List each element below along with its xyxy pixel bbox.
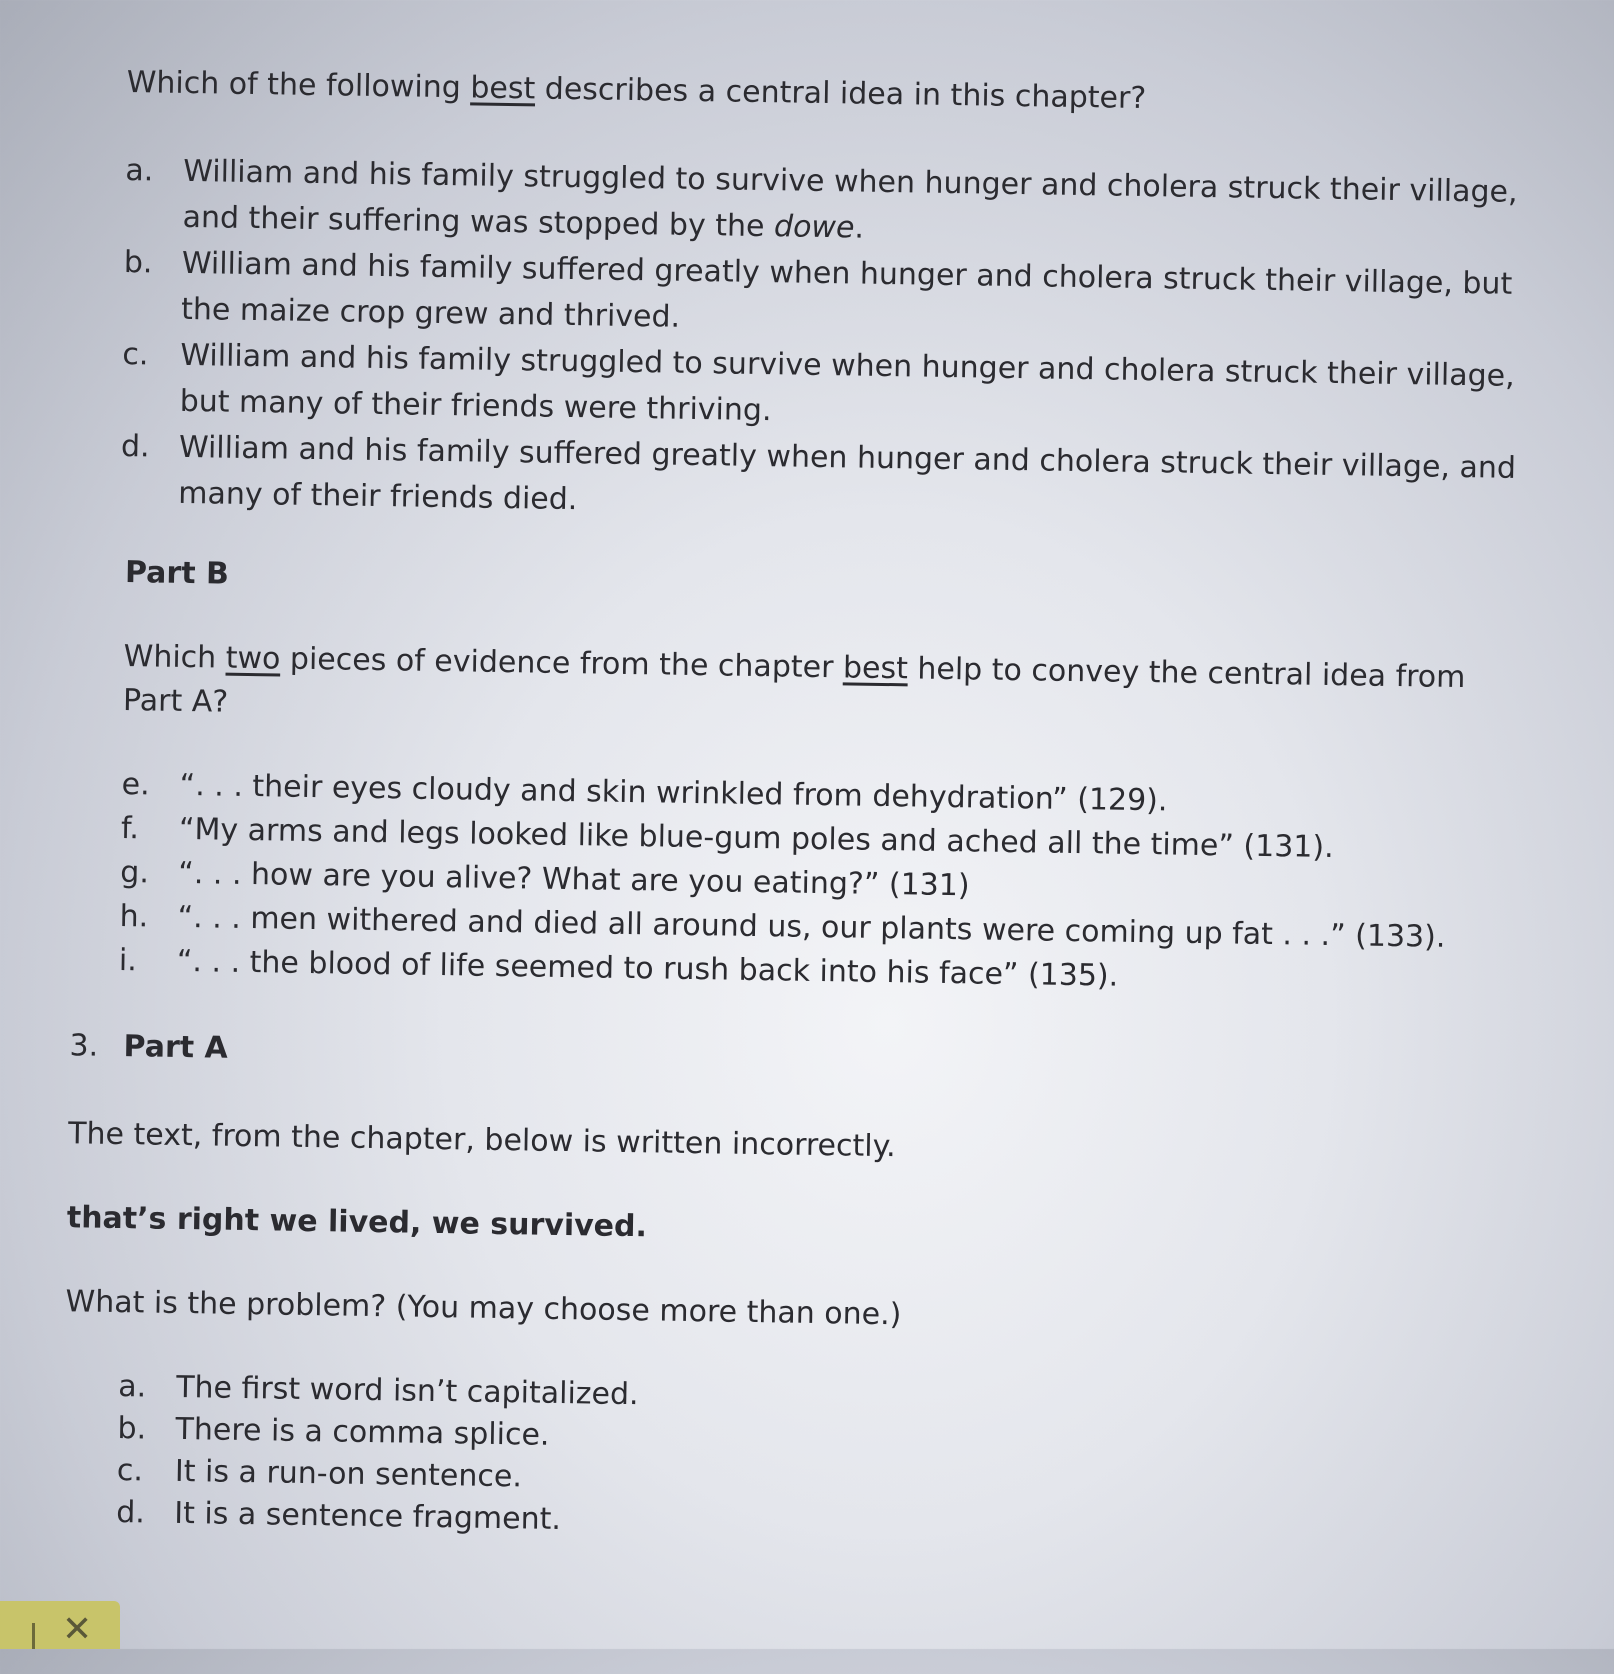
choice-text: William and his family suffered greatly when hunger and cholera struck their village, but: [181, 245, 1513, 302]
q2-choice-b-cont: the maize crop grew and thrived.: [180, 291, 681, 335]
part-b-question-text: help to convey the central idea from: [907, 651, 1466, 696]
q2-choice-d-cont: many of their friends died.: [177, 475, 578, 518]
choice-punct: .: [854, 210, 865, 246]
q3-choice-a[interactable]: [118, 1368, 639, 1414]
choice-text: The first word isn’t capitalized.: [175, 1369, 639, 1413]
q3-choice-b[interactable]: [117, 1410, 549, 1455]
choice-text: “. . . the blood of life seemed to rush back into his face” (135).: [176, 943, 1119, 994]
q3-number: 3.: [69, 1028, 99, 1064]
q2-question-text: Which of the following: [126, 65, 471, 106]
choice-letter: d.: [120, 428, 150, 465]
choice-letter: f.: [120, 811, 140, 847]
choice-letter: h.: [119, 898, 149, 935]
choice-italic-word: dowe: [773, 209, 855, 246]
q3-choice-c[interactable]: [117, 1452, 523, 1496]
choice-letter: d.: [115, 1495, 146, 1531]
choice-text: and their suffering was stopped by the: [182, 199, 775, 245]
choice-letter: c.: [116, 1453, 144, 1489]
choice-text: It is a run-on sentence.: [174, 1453, 523, 1495]
q3-question: What is the problem? (You may choose more than one.): [65, 1284, 902, 1333]
part-b-heading: Part B: [124, 555, 230, 592]
part-b-choice-i[interactable]: [119, 942, 1119, 996]
choice-text: William and his family suffered greatly when hunger and cholera struck their village, and: [178, 429, 1517, 486]
choice-letter: e.: [121, 767, 150, 803]
close-icon: ✕: [62, 1609, 93, 1650]
choice-text: “. . . their eyes cloudy and skin wrinkled from dehydration” (129).: [179, 767, 1168, 819]
divider-bar: [32, 1623, 35, 1649]
choice-letter: b.: [123, 244, 153, 281]
choice-text: There is a comma splice.: [175, 1411, 550, 1453]
q3-heading: [69, 1027, 228, 1067]
q3-choice-d[interactable]: [116, 1494, 561, 1539]
part-b-emphasis-best: best: [842, 650, 909, 687]
choice-text: “. . . how are you alive? What are you eating?” (131): [178, 855, 970, 904]
choice-text: “. . . men withered and died all around us, our plants were coming up fat . . .” (133).: [177, 899, 1446, 955]
part-b-question-cont: Part A?: [122, 683, 229, 720]
close-button[interactable]: [0, 1601, 120, 1649]
choice-letter: a.: [125, 152, 154, 189]
q2-choice-c-cont: but many of their friends were thriving.: [179, 383, 772, 429]
q3-part-label: Part A: [123, 1029, 229, 1066]
part-b-choice-g[interactable]: [120, 854, 970, 905]
q2-question: [126, 64, 1146, 118]
q3-intro: The text, from the chapter, below is written incorrectly.: [67, 1116, 896, 1165]
q2-question-text-end: describes a central idea in this chapter?: [534, 71, 1147, 117]
q3-sentence: that’s right we lived, we survived.: [66, 1200, 648, 1245]
choice-text: William and his family struggled to survive when hunger and cholera struck their village,: [183, 153, 1518, 210]
choice-text: It is a sentence fragment.: [173, 1495, 562, 1537]
choice-letter: a.: [117, 1369, 147, 1405]
q2-question-emphasis: best: [470, 70, 536, 107]
choice-letter: c.: [122, 336, 149, 373]
part-b-question: [123, 638, 1465, 697]
part-b-question-text: pieces of evidence from the chapter: [280, 641, 844, 686]
choice-letter: b.: [117, 1411, 147, 1447]
choice-letter: g.: [120, 854, 150, 891]
choice-text: “My arms and legs looked like blue-gum poles and ached all the time” (131).: [178, 811, 1334, 866]
part-b-question-text: Which: [123, 639, 227, 676]
choice-letter: i.: [118, 942, 138, 979]
choice-text: William and his family struggled to survive when hunger and cholera struck their village,: [180, 337, 1515, 394]
part-b-emphasis-two: two: [225, 640, 281, 677]
q2-choice-a-cont: [182, 199, 864, 248]
